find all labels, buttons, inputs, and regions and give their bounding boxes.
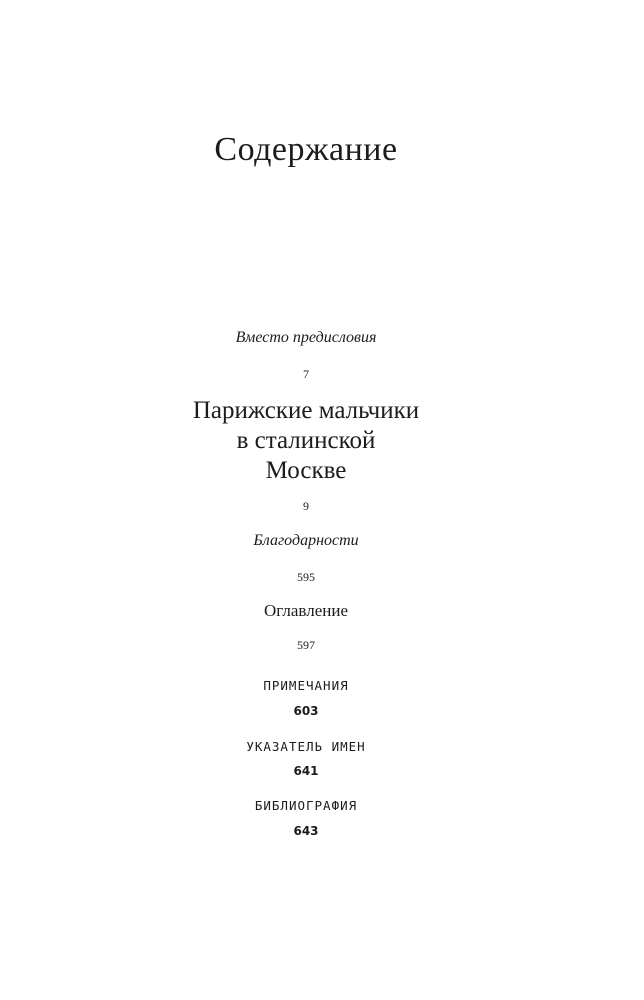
toc-entry-page: 603 [293,704,319,718]
toc-entry-acknowledgements[interactable] [0,532,612,550]
toc-entry-acknowledgements-page [0,570,612,585]
toc-entry-contents-page [0,638,612,653]
toc-entry-main-part-page [0,499,612,514]
toc-entry-notes[interactable] [0,678,612,693]
toc-entry-main-part[interactable] [0,396,612,486]
toc-entry-page: 595 [297,570,315,584]
toc-entry-page: 9 [303,499,309,513]
toc-entry-bibliography[interactable] [0,798,612,813]
toc-entry-foreword-page [0,367,612,382]
toc-entry-page: 641 [293,764,319,778]
toc-entry-contents[interactable] [0,601,612,621]
toc-entry-page: 7 [303,367,309,381]
toc-entry-index-page [0,764,612,778]
toc-entry-index[interactable] [0,739,612,754]
toc-entry-title[interactable]: Благодарности [253,532,359,549]
toc-entry-title[interactable]: Оглавление [264,601,348,620]
toc-entry-title[interactable]: ПРИМЕЧАНИЯ [263,678,349,693]
toc-entry-title-line[interactable]: Москве [265,457,347,484]
toc-entry-bibliography-page [0,824,612,838]
toc-entry-page: 643 [293,824,319,838]
toc-entry-page: 597 [297,638,315,652]
toc-entry-title-line[interactable]: Парижские мальчики [192,397,420,424]
page-title: Содержание [214,130,398,168]
toc-entry-foreword[interactable] [0,329,612,347]
toc-entry-title[interactable]: УКАЗАТЕЛЬ ИМЕН [246,739,366,754]
toc-entry-notes-page [0,704,612,718]
toc-entry-title[interactable]: Вместо предисловия [235,329,377,346]
toc-entry-title[interactable]: БИБЛИОГРАФИЯ [254,798,358,813]
toc-entry-title-line[interactable]: в сталинской [236,427,376,454]
